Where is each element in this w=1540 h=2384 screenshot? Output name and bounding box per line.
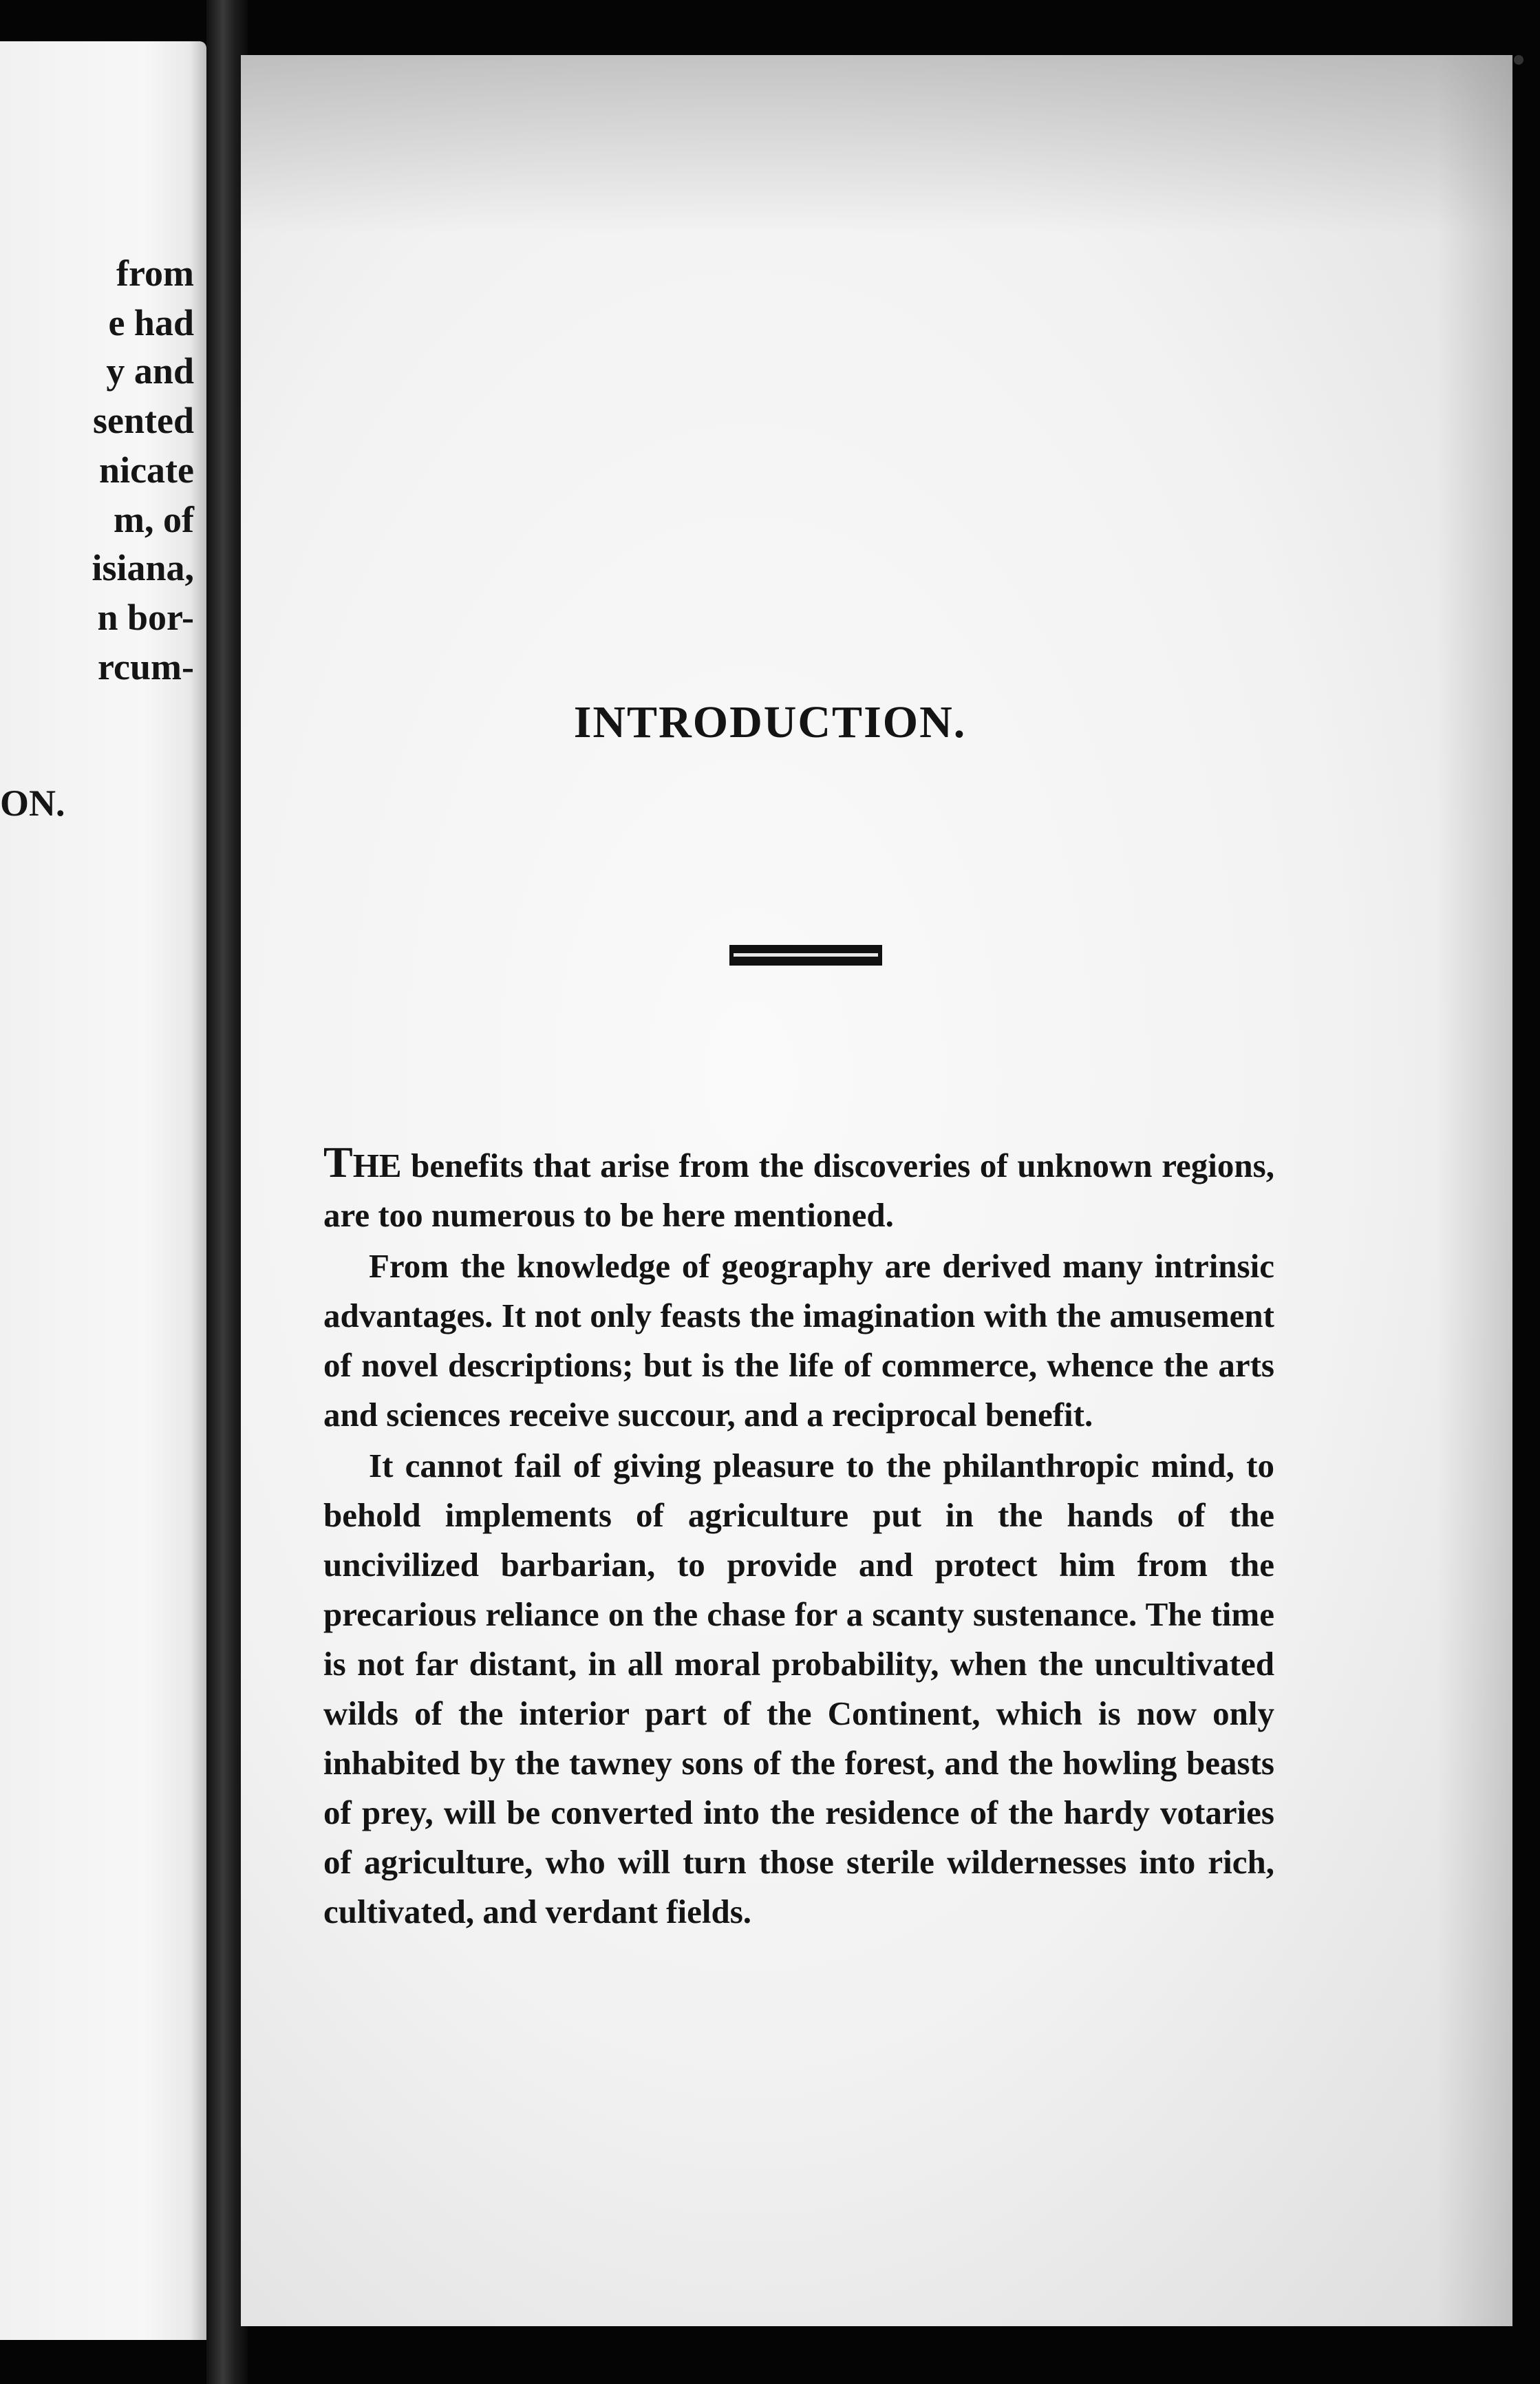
left-page-line: sented [93,400,194,441]
left-page-line: e had [108,302,194,343]
body-text [323,1138,1274,1938]
left-page-line: nicate [99,449,194,491]
left-page-fragment [0,41,206,2340]
chapter-title: INTRODUCTION. [573,697,967,747]
ornamental-rule [729,945,882,966]
left-page-line: rcum- [98,646,194,688]
paragraph: From the knowledge of geography are derived many intrinsic advantages. It not only feasts the imagination with the amusement of novel descriptions; but is the life of commerce, whence the arts and sciences receive succour, and a reciprocal benefit. [323,1247,1274,1434]
paragraph: THE benefits that arise from the discoveries of unknown regions, are too numerous to be here mentioned. [323,1138,1274,1234]
paragraph: It cannot fail of giving pleasure to the philanthropic mind, to behold implements of agriculture put in the hands of the uncivilized barbarian, to provide and protect him from the precarious reliance on the chase for a scanty sustenance. The time is not far distant, in all moral probability, when the uncultivated wilds of the interior part of the Continent, which is now only inhabited by the tawney sons of the forest, and the howling beasts of prey, will be converted into the residence of the hardy votaries of agriculture, who will turn those sterile wildernesses into rich, cultivated, and verdant fields. [323,1447,1274,1930]
ink-speck [1514,55,1523,65]
left-page-line: m, of [114,499,194,540]
left-page-line: y and [106,350,194,392]
left-page-line: ON. [0,783,65,824]
left-page-line: n bor- [97,597,194,638]
left-page-line: from [116,253,194,294]
left-page-line: isiana, [92,547,194,588]
